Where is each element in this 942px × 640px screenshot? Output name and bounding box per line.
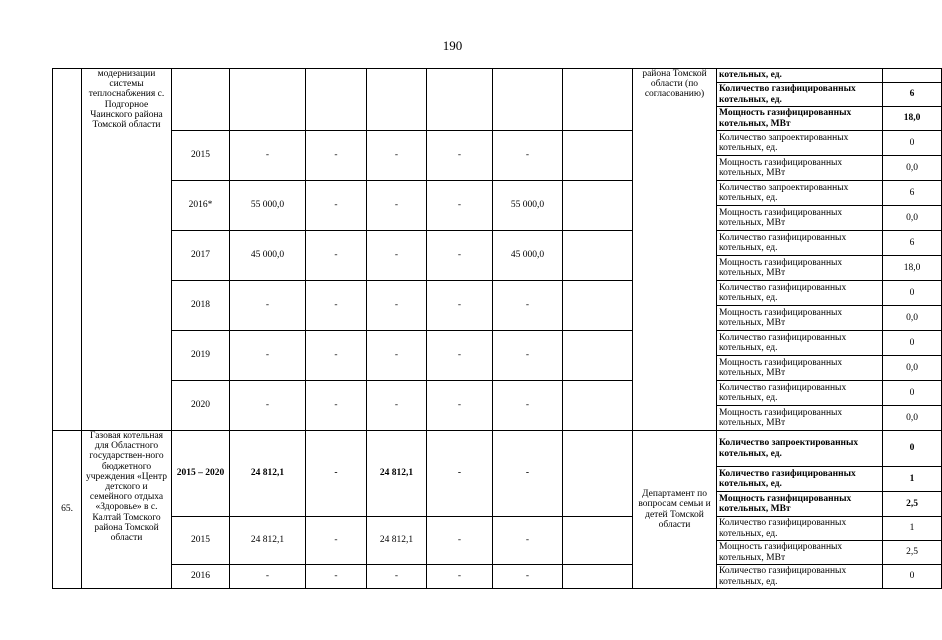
row-65-number: 65.	[53, 431, 82, 589]
indicator-value: 1	[883, 467, 942, 492]
indicator-label: Количество запроектированных котельных, ед.	[717, 181, 883, 206]
amount-regional: -	[367, 565, 427, 589]
indicator-label: Мощность газифицированных котельных, МВт	[717, 492, 883, 517]
row-64-executor: района Томской области (по согласованию)	[633, 69, 717, 431]
amount-total: 45 000,0	[230, 231, 306, 281]
indicator-label: Количество газифицированных котельных, ед.	[717, 381, 883, 406]
amount-federal: -	[306, 565, 367, 589]
year-cell: 2020	[172, 381, 230, 431]
year-cell: 2019	[172, 331, 230, 381]
indicator-label: Мощность газифицированных котельных, МВт	[717, 256, 883, 281]
amount-total: -	[230, 131, 306, 181]
indicator-value: 0	[883, 565, 942, 589]
year-cell: 2016	[172, 565, 230, 589]
indicator-label: котельных, ед.	[717, 69, 883, 83]
indicator-label: Количество газифицированных котельных, ед.	[717, 231, 883, 256]
year-cell: 2015 – 2020	[172, 431, 230, 517]
indicator-label: Количество газифицированных котельных, ед.	[717, 467, 883, 492]
amount-federal: -	[306, 231, 367, 281]
year-cell: 2016*	[172, 181, 230, 231]
indicator-label: Мощность газифицированных котельных, МВт	[717, 306, 883, 331]
indicator-label: Количество газифицированных котельных, ед.	[717, 565, 883, 589]
indicator-value: 0	[883, 281, 942, 306]
row-65-name: Газовая котельная для Областного государствен-ного бюджетного учреждения «Центр детского и семейного отдыха «Здоровье» в с. Калтай Томского района Томской области	[82, 431, 172, 589]
program-table	[52, 68, 942, 589]
amount-federal: -	[306, 381, 367, 431]
indicator-label: Мощность газифицированных котельных, МВт	[717, 406, 883, 431]
row-64-name: модернизации системы теплоснабжения с. Подгорное Чаинского района Томской области	[82, 69, 172, 431]
amount-federal: -	[306, 281, 367, 331]
indicator-value: 2,5	[883, 492, 942, 517]
amount-extra: -	[493, 431, 563, 517]
indicator-value: 1	[883, 517, 942, 541]
amount-regional: -	[367, 331, 427, 381]
amount-federal: -	[306, 131, 367, 181]
indicator-label: Количество газифицированных котельных, ед.	[717, 331, 883, 356]
amount-extra: 45 000,0	[493, 231, 563, 281]
indicator-value: 6	[883, 181, 942, 206]
amount-local: -	[427, 131, 493, 181]
indicator-label: Количество газифицированных котельных, ед.	[717, 83, 883, 107]
amount-federal: -	[306, 431, 367, 517]
amount-regional: 24 812,1	[367, 431, 427, 517]
amount-extra: -	[493, 517, 563, 565]
amount-regional: -	[367, 131, 427, 181]
indicator-value: 18,0	[883, 107, 942, 131]
indicator-value: 0	[883, 431, 942, 467]
amount-total: 24 812,1	[230, 431, 306, 517]
amount-total: 24 812,1	[230, 517, 306, 565]
amount-total: 55 000,0	[230, 181, 306, 231]
amount-extra: -	[493, 281, 563, 331]
indicator-value: 6	[883, 83, 942, 107]
indicator-value: 0,0	[883, 306, 942, 331]
indicator-value: 0	[883, 331, 942, 356]
indicator-value: 0,0	[883, 406, 942, 431]
amount-local: -	[427, 231, 493, 281]
indicator-label: Количество газифицированных котельных, ед.	[717, 517, 883, 541]
indicator-value: 0	[883, 381, 942, 406]
indicator-label: Мощность газифицированных котельных, МВт	[717, 107, 883, 131]
amount-federal: -	[306, 331, 367, 381]
indicator-label: Мощность газифицированных котельных, МВт	[717, 356, 883, 381]
amount-extra: -	[493, 331, 563, 381]
amount-total: -	[230, 381, 306, 431]
amount-local: -	[427, 331, 493, 381]
row-65-executor: Департамент по вопросам семьи и детей Томской области	[633, 431, 717, 589]
indicator-value: 18,0	[883, 256, 942, 281]
indicator-value	[883, 69, 942, 83]
amount-local: -	[427, 565, 493, 589]
indicator-value: 2,5	[883, 541, 942, 565]
amount-regional: 24 812,1	[367, 517, 427, 565]
amount-extra: -	[493, 381, 563, 431]
indicator-label: Мощность газифицированных котельных, МВт	[717, 156, 883, 181]
amount-total: -	[230, 331, 306, 381]
indicator-value: 0,0	[883, 206, 942, 231]
year-cell: 2018	[172, 281, 230, 331]
amount-federal: -	[306, 181, 367, 231]
indicator-label: Мощность газифицированных котельных, МВт	[717, 206, 883, 231]
indicator-value: 0	[883, 131, 942, 156]
indicator-label: Количество запроектированных котельных, ед.	[717, 431, 883, 467]
amount-extra: -	[493, 565, 563, 589]
amount-regional: -	[367, 381, 427, 431]
amount-federal: -	[306, 517, 367, 565]
amount-extra: 55 000,0	[493, 181, 563, 231]
indicator-label: Мощность газифицированных котельных, МВт	[717, 541, 883, 565]
amount-local: -	[427, 281, 493, 331]
amount-total: -	[230, 565, 306, 589]
amount-local: -	[427, 381, 493, 431]
page-number: 190	[442, 38, 463, 53]
amount-extra: -	[493, 131, 563, 181]
indicator-value: 0,0	[883, 156, 942, 181]
amount-regional: -	[367, 231, 427, 281]
year-cell: 2015	[172, 131, 230, 181]
amount-regional: -	[367, 181, 427, 231]
amount-local: -	[427, 431, 493, 517]
row-64-number-cell	[53, 69, 82, 431]
amount-regional: -	[367, 281, 427, 331]
year-cell: 2015	[172, 517, 230, 565]
year-cell: 2017	[172, 231, 230, 281]
indicator-value: 6	[883, 231, 942, 256]
indicator-value: 0,0	[883, 356, 942, 381]
indicator-label: Количество газифицированных котельных, ед.	[717, 281, 883, 306]
amount-local: -	[427, 181, 493, 231]
amount-total: -	[230, 281, 306, 331]
amount-local: -	[427, 517, 493, 565]
indicator-label: Количество запроектированных котельных, ед.	[717, 131, 883, 156]
